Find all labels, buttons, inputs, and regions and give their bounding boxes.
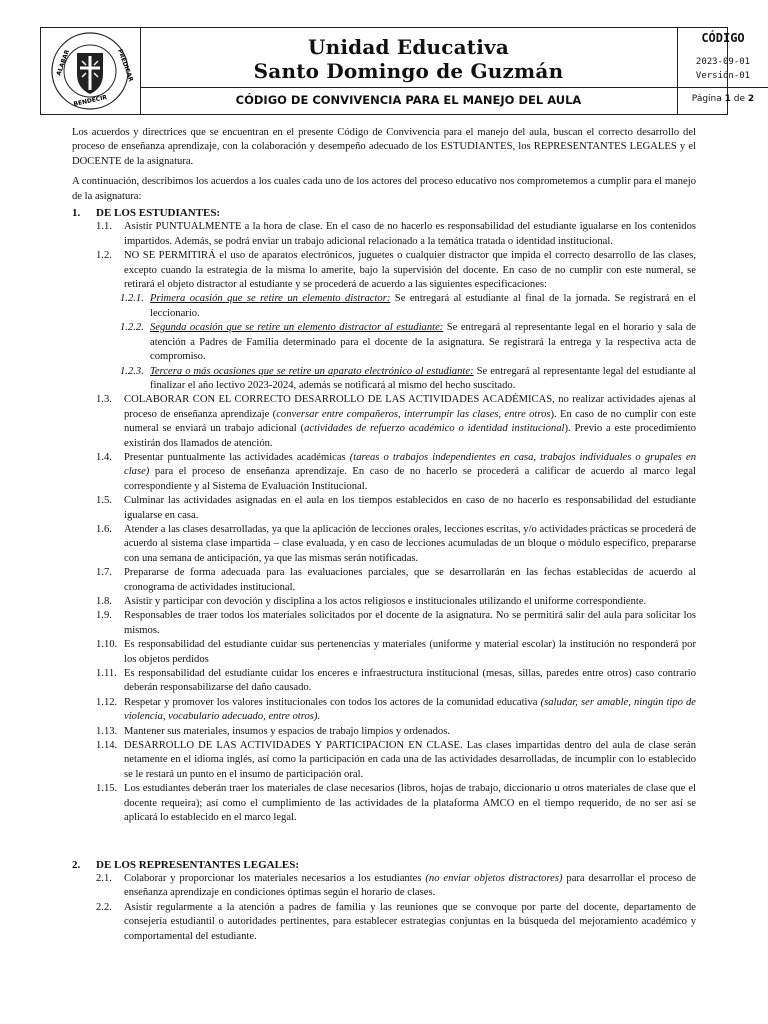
item-number: 1.10.: [96, 639, 118, 651]
text-run-italic: (no enviar objetos distractores): [425, 872, 563, 884]
logo-text-right: PREDICAR: [116, 48, 135, 83]
item-text: Mantener sus materiales, insumos y espacios de trabajo limpios y ordenados.: [124, 725, 450, 737]
sub-item-text: [150, 321, 696, 364]
intro-paragraph-1: Los acuerdos y directrices que se encuentran en el presente Código de Convivencia para el manejo del aula, buscan el correcto desarrollo del proceso de enseñanza aprendizaje, con la colaboración y desempeño adecuado de los ESTUDIANTES, los REPRESENTANTES LEGALES y el DOCENTE de la asignatura.: [72, 127, 696, 167]
text-run: ). Previo a este procedimiento existirán dos llamados de atención.: [124, 423, 696, 449]
item-number: 1.13.: [96, 725, 118, 737]
intro-paragraph-2: A continuación, describimos los acuerdos a los cuales cada uno de los actores del proceso educativo nos comprometemos a cumplir para el manejo de la asignatura:: [72, 176, 696, 202]
list-item: [72, 494, 696, 523]
item-number: 1.3.: [96, 394, 112, 406]
text-run: Colaborar y proporcionar los materiales necesarios a los estudiantes: [124, 872, 426, 884]
item-text: Los estudiantes deberán traer los materiales de clase necesarios (libros, hojas de trabajo, diccionario u otros materiales de clase que el docente requeira); así como el cumplimiento de las actividades de la plataforma AMCO en el tiempo requerido, de no ser así se aplicará lo establecido en el marco legal.: [124, 783, 696, 824]
item-number: 1.12.: [96, 696, 118, 708]
subtitle-cell: [140, 87, 677, 114]
list-item: [72, 696, 696, 725]
item-number: 1.14.: [96, 740, 118, 752]
list-item: [72, 566, 696, 595]
title-cell: [140, 28, 677, 88]
item-number: 2.2.: [96, 901, 112, 913]
item-number: 1.6.: [96, 523, 112, 535]
text-run: COLABORAR CON EL CORRECTO DESARROLLO DE LAS ACTIVIDADES ACADÉMICAS, no realizar actividades ajenas al proceso de enseñanza aprendizaje (: [124, 394, 696, 420]
item-text: DESARROLLO DE LAS ACTIVIDADES Y PARTICIPACION EN CLASE. Las clases impartidas dentro del aula de clase serán netamente en el idioma inglés, así como la participación en cada una de las actividades desarrolladas, de incumplir con lo establecido se le restará un punto en el insumo de participación oral.: [124, 740, 696, 780]
item-number: 1.2.: [96, 250, 112, 262]
item-number: 1.15.: [96, 783, 118, 795]
section-title: DE LOS REPRESENTANTES LEGALES:: [96, 858, 300, 871]
item-number: 2.1.: [96, 872, 112, 884]
document-header: [40, 27, 755, 115]
list-item: [72, 667, 696, 696]
text-run: para desarrollar el proceso de enseñanza aprendizaje en condiciones óptimas según el horario de clases.: [124, 872, 697, 899]
item-text: [124, 872, 696, 901]
item-text: Atender a las clases desarrolladas, ya que la aplicación de lecciones orales, lecciones escritas, y/o actividades prácticas se procederá de acuerdo al sistema clase impartida – clase evaluada, y en caso de lecciones acumuladas de un bloque o módulo específico, prepararse con una semana de anticipación, ya que las mismas serán notificadas.: [124, 523, 696, 564]
sub-item-heading: Primera ocasión que se retire un elemento distractor:: [150, 293, 391, 305]
list-item: [72, 249, 696, 292]
sub-item-body: Se entregará al estudiante al final de la jornada. Se registrará en el leccionario.: [150, 293, 696, 319]
school-seal-icon: [41, 28, 140, 114]
code-date: 2023-09-01: [695, 57, 751, 67]
item-text: Es responsabilidad del estudiante cuidar los enceres e infraestructura institucional (mesas, sillas, paredes entre otros) caso contrario deberán responsabilizarse del daño causado.: [124, 668, 696, 694]
text-run: Respetar y promover los valores institucionales con todos los actores de la comunidad educativa: [124, 696, 541, 708]
list-item: [72, 393, 696, 451]
item-text: Responsables de traer todos los materiales solicitados por el docente de la asignatura. No se permitirá salir del aula para solicitar los mismos.: [124, 610, 696, 636]
item-text: Culminar las actividades asignadas en el aula en los tiempos establecidos en caso de no hacerlo es responsabilidad del estudiante igualarse en casa.: [124, 495, 696, 521]
section-heading-students: [72, 206, 696, 220]
sub-list-item: [72, 321, 696, 364]
item-text: NO SE PERMITIRÁ el uso de aparatos electrónicos, juguetes o cualquier distractor que impida el correcto desarrollo de las clases, excepto cuando la estrategia de la misma lo amerite, bajo la supervisión del docente. En caso de no cumplir con este numeral, se retirará el objeto distractor al estudiante y se procederá de acuerdo a las siguientes especificaciones:: [124, 250, 696, 291]
logo-text-bottom: BENDECIR: [72, 94, 108, 108]
document-subtitle: CÓDIGO DE CONVIVENCIA PARA EL MANEJO DEL AULA: [235, 93, 582, 107]
sub-item-number: 1.2.1.: [120, 293, 144, 305]
page-indicator: [678, 94, 768, 104]
item-text: [124, 696, 696, 725]
sub-item-text: [150, 292, 696, 321]
item-number: 1.11.: [96, 668, 117, 680]
sub-item-body: Se entregará al representante legal en el horario y sala de atención a Padres de Familia determinado para el docente de la asignatura. Se registrará la entrega y la respectiva acta de compromiso.: [150, 322, 697, 363]
text-run: para el proceso de enseñanza aprendizaje. En caso de no hacerlo se procederá a calificar de acuerdo al marco legal correspondiente y al Sistema de Evaluación Institucional.: [124, 466, 696, 492]
text-run-italic: (tareas o trabajos independientes en casa, trabajos individuales o grupales en clase): [124, 451, 696, 478]
item-number: 1.9.: [96, 610, 112, 622]
logo-cell: [41, 28, 141, 114]
item-text: [124, 451, 696, 494]
code-divider: [678, 87, 768, 88]
page-total: 2: [747, 94, 755, 104]
section-number: 2.: [72, 858, 81, 871]
sub-item-heading: Tercera o más ocasiones que se retire un aparato electrónico al estudiante:: [150, 365, 474, 377]
item-text: Asistir PUNTUALMENTE a la hora de clase. En el caso de no hacerlo es responsabilidad del estudiante igualarse en los contenidos impartidos. Además, se podrá enviar un trabajo adicional relacionado a la temática tratada o identidad institucional.: [124, 221, 696, 247]
text-run: ). En caso de no cumplir con este numeral se enviará un trabajo adicional (: [124, 408, 697, 435]
list-item: [72, 739, 696, 782]
list-item: [72, 901, 696, 944]
list-item: [72, 782, 696, 825]
list-item: [72, 220, 696, 249]
list-item: [72, 451, 696, 494]
section-title: DE LOS ESTUDIANTES:: [96, 207, 221, 220]
sub-list-item: [72, 365, 696, 394]
list-item: [72, 609, 696, 638]
item-text: Asistir regularmente a la atención a padres de familia y las reuniones que se convoque por parte del docente, departamento de consejería estudiantil o autoridades pertinentes, para establecer estrategias conjuntas en la búsqueda del mejoramiento académico y comportamental del estudiante.: [124, 901, 696, 942]
text-run-italic: conversar entre compañeros, interrumpir las clases, entre otros: [276, 408, 551, 420]
item-text: Es responsabilidad del estudiante cuidar sus pertenencias y materiales (uniforme y material escolar) la institución no responderá por los objetos perdidos: [124, 639, 696, 665]
item-number: 1.1.: [96, 221, 112, 233]
list-item: [72, 872, 696, 901]
item-number: 1.5.: [96, 495, 112, 507]
document-body: [72, 126, 696, 944]
section-heading-legal-representatives: [72, 858, 696, 872]
item-text: Asistir y participar con devoción y disciplina a los actos religiosos e institucionales utilizando el uniforme correspondiente.: [124, 596, 647, 607]
item-text: [124, 393, 696, 451]
page-current: 1: [724, 94, 731, 104]
item-number: 1.4.: [96, 451, 112, 463]
text-run: Presentar puntualmente las actividades académicas: [124, 451, 350, 463]
item-number: 1.7.: [96, 567, 112, 579]
code-cell: [677, 28, 768, 114]
text-run-italic: actividades de refuerzo académico o identidad institucional: [304, 423, 565, 435]
code-version: Versión-01: [695, 71, 751, 81]
school-name-line1: Unidad Educativa: [308, 35, 509, 59]
sub-list-item: [72, 292, 696, 321]
list-item: [72, 725, 696, 739]
sub-item-body: Se entregará al representante legal del estudiante al finalizar el año lectivo 2023-2024, además se notificará al mismo del hecho suscitado.: [150, 365, 697, 391]
sub-item-text: [150, 365, 696, 394]
list-item: [72, 595, 696, 609]
section-number: 1.: [72, 207, 81, 220]
page-prefix: Página: [691, 94, 722, 104]
sub-item-number: 1.2.2.: [120, 322, 144, 334]
page-of: de: [733, 94, 746, 104]
logo-text-top: ALABAR: [55, 48, 72, 77]
code-label: CÓDIGO: [701, 31, 745, 45]
list-item: [72, 523, 696, 566]
item-text: Prepararse de forma adecuada para las evaluaciones parciales, que se desarrollarán en las fechas establecidas de acuerdo al cronograma de actividades institucional.: [124, 567, 696, 593]
sub-item-number: 1.2.3.: [120, 365, 144, 377]
sub-item-heading: Segunda ocasión que se retire un elemento distractor al estudiante:: [150, 322, 444, 334]
list-item: [72, 638, 696, 667]
item-number: 1.8.: [96, 596, 112, 607]
school-name-line2: Santo Domingo de Guzmán: [253, 59, 564, 83]
text-run-italic: (saludar, ser amable, ningún tipo de violencia, vocabulario adecuado, entre otros).: [124, 696, 696, 723]
